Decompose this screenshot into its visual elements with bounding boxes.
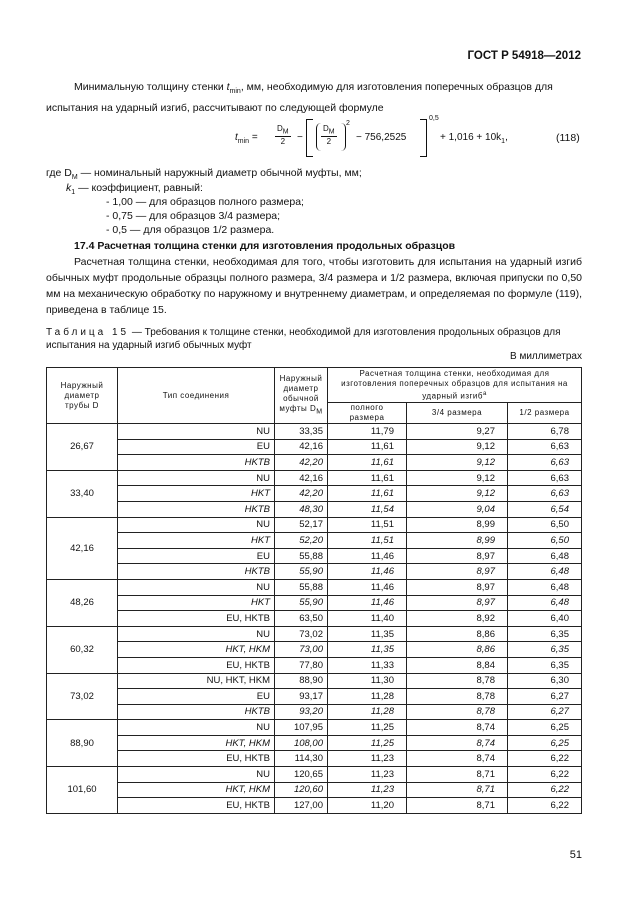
cell-coupling-diameter: 33,35 (275, 424, 328, 440)
cell-half-size: 6,25 (508, 735, 582, 751)
table-caption: Таблица 15 — Требования к толщине стенки, необходимой для изготовления продольных образцов для испытания на ударный изгиб обычных муфт (46, 327, 561, 351)
cell-three-quarter: 8,97 (407, 595, 508, 611)
cell-full-size: 11,46 (328, 548, 407, 564)
cell-connection-type: HKTB (118, 704, 275, 720)
cell-coupling-diameter: 73,02 (275, 626, 328, 642)
cell-half-size: 6,63 (508, 470, 582, 486)
cell-full-size: 11,61 (328, 439, 407, 455)
cell-three-quarter: 9,12 (407, 439, 508, 455)
cell-three-quarter: 8,86 (407, 626, 508, 642)
cell-full-size: 11,23 (328, 782, 407, 798)
cell-connection-type: EU, HKTB (118, 798, 275, 814)
cell-half-size: 6,50 (508, 533, 582, 549)
cell-coupling-diameter: 55,88 (275, 579, 328, 595)
cell-connection-type: HKT (118, 486, 275, 502)
page-number: 51 (569, 849, 582, 861)
cell-full-size: 11,25 (328, 735, 407, 751)
cell-full-size: 11,40 (328, 611, 407, 627)
cell-three-quarter: 8,92 (407, 611, 508, 627)
cell-connection-type: NU (118, 517, 275, 533)
cell-coupling-diameter: 77,80 (275, 657, 328, 673)
right-bracket (420, 119, 427, 157)
th-full-size: полного размера (328, 403, 407, 424)
cell-coupling-diameter: 93,20 (275, 704, 328, 720)
table-row (47, 767, 582, 783)
cell-three-quarter: 8,78 (407, 704, 508, 720)
cell-outer-diameter: 88,90 (47, 720, 118, 767)
cell-connection-type: NU (118, 470, 275, 486)
cell-three-quarter: 9,12 (407, 486, 508, 502)
cell-connection-type: HKT, HKM (118, 642, 275, 658)
document-header: ГОСТ Р 54918—2012 (467, 50, 581, 62)
cell-three-quarter: 8,74 (407, 751, 508, 767)
table-row (47, 704, 582, 720)
table-row (47, 751, 582, 767)
cell-connection-type: EU, HKTB (118, 611, 275, 627)
section-title: 17.4 Расчетная толщина стенки для изготовления продольных образцов (74, 240, 456, 252)
cell-three-quarter: 9,27 (407, 424, 508, 440)
cell-half-size: 6,22 (508, 767, 582, 783)
cell-three-quarter: 8,74 (407, 735, 508, 751)
cell-outer-diameter: 26,67 (47, 424, 118, 471)
cell-half-size: 6,35 (508, 657, 582, 673)
cell-full-size: 11,28 (328, 689, 407, 705)
cell-connection-type: HKT (118, 595, 275, 611)
cell-coupling-diameter: 52,17 (275, 517, 328, 533)
cell-full-size: 11,61 (328, 470, 407, 486)
cell-full-size: 11,23 (328, 751, 407, 767)
cell-three-quarter: 8,74 (407, 720, 508, 736)
cell-full-size: 11,51 (328, 533, 407, 549)
cell-connection-type: HKTB (118, 564, 275, 580)
cell-outer-diameter: 73,02 (47, 673, 118, 720)
table-row (47, 689, 582, 705)
cell-full-size: 11,79 (328, 424, 407, 440)
cell-half-size: 6,63 (508, 455, 582, 471)
cell-coupling-diameter: 42,20 (275, 455, 328, 471)
table-row (47, 424, 582, 440)
cell-outer-diameter: 60,32 (47, 626, 118, 673)
cell-half-size: 6,48 (508, 579, 582, 595)
cell-full-size: 11,46 (328, 579, 407, 595)
table-row (47, 501, 582, 517)
cell-connection-type: HKTB (118, 501, 275, 517)
table-row (47, 798, 582, 814)
table-row (47, 595, 582, 611)
cell-coupling-diameter: 48,30 (275, 501, 328, 517)
cell-coupling-diameter: 120,60 (275, 782, 328, 798)
cell-half-size: 6,35 (508, 642, 582, 658)
where-item-1: - 1,00 — для образцов полного размера; (106, 196, 304, 208)
cell-full-size: 11,61 (328, 486, 407, 502)
cell-coupling-diameter: 93,17 (275, 689, 328, 705)
cell-full-size: 11,23 (328, 767, 407, 783)
cell-half-size: 6,27 (508, 689, 582, 705)
th-three-quarter: 3/4 размера (407, 403, 508, 424)
cell-outer-diameter: 42,16 (47, 517, 118, 579)
where-item-2: - 0,75 — для образцов 3/4 размера; (106, 210, 281, 222)
formula-fraction-2: $\frac{D_M}{2}$ (323, 124, 335, 146)
table-row (47, 579, 582, 595)
cell-three-quarter: 9,12 (407, 470, 508, 486)
th-calc-thickness: Расчетная толщина стенки, необходимая для изготовления поперечных образцов для испытания на ударный изгиб$^a$ (328, 368, 582, 403)
cell-half-size: 6,63 (508, 439, 582, 455)
cell-half-size: 6,50 (508, 517, 582, 533)
cell-half-size: 6,78 (508, 424, 582, 440)
cell-connection-type: NU (118, 579, 275, 595)
cell-coupling-diameter: 88,90 (275, 673, 328, 689)
cell-connection-type: NU (118, 424, 275, 440)
cell-connection-type: EU (118, 689, 275, 705)
cell-full-size: 11,25 (328, 720, 407, 736)
cell-three-quarter: 9,04 (407, 501, 508, 517)
section-body: Расчетная толщина стенки, необходимая для того, чтобы изготовить для испытания на ударный изгиб обычных муфт продольные образцы полного размера, 3/4 размера и 1/2 размера, включая припуски по 0,50 мм на механическую обработку по наружному и внутреннему диаметрам, и определяемая по формуле (119), приведена в таблице 15. (46, 256, 582, 316)
cell-coupling-diameter: 42,20 (275, 486, 328, 502)
cell-connection-type: HKT (118, 533, 275, 549)
cell-coupling-diameter: 55,88 (275, 548, 328, 564)
cell-half-size: 6,54 (508, 501, 582, 517)
cell-full-size: 11,61 (328, 455, 407, 471)
table-row (47, 657, 582, 673)
cell-connection-type: HKT, HKM (118, 782, 275, 798)
cell-half-size: 6,27 (508, 704, 582, 720)
table-row (47, 720, 582, 736)
cell-full-size: 11,46 (328, 564, 407, 580)
cell-coupling-diameter: 114,30 (275, 751, 328, 767)
table-row (47, 517, 582, 533)
cell-outer-diameter: 101,60 (47, 767, 118, 814)
cell-coupling-diameter: 73,00 (275, 642, 328, 658)
cell-half-size: 6,30 (508, 673, 582, 689)
cell-outer-diameter: 33,40 (47, 470, 118, 517)
cell-coupling-diameter: 55,90 (275, 595, 328, 611)
cell-connection-type: EU (118, 548, 275, 564)
table-row (47, 626, 582, 642)
cell-coupling-diameter: 108,00 (275, 735, 328, 751)
th-outer-diameter: Наружный диаметр трубы D (47, 368, 118, 424)
cell-three-quarter: 8,84 (407, 657, 508, 673)
cell-full-size: 11,35 (328, 642, 407, 658)
cell-full-size: 11,46 (328, 595, 407, 611)
cell-coupling-diameter: 42,16 (275, 470, 328, 486)
formula-fraction-1: $\frac{D_M}{2}$ (277, 124, 289, 146)
formula-number: (118) (556, 132, 580, 144)
cell-half-size: 6,40 (508, 611, 582, 627)
cell-coupling-diameter: 55,90 (275, 564, 328, 580)
where-line-1: где $D_M$ — номинальный наружный диаметр обычной муфты, мм; (46, 167, 362, 182)
where-line-2: $k_1$ — коэффициент, равный: (66, 182, 203, 197)
th-half-size: 1/2 размера (508, 403, 582, 424)
cell-half-size: 6,48 (508, 564, 582, 580)
cell-half-size: 6,22 (508, 751, 582, 767)
cell-connection-type: NU (118, 720, 275, 736)
cell-full-size: 11,33 (328, 657, 407, 673)
table-row (47, 533, 582, 549)
cell-half-size: 6,22 (508, 782, 582, 798)
cell-connection-type: NU (118, 767, 275, 783)
cell-three-quarter: 8,97 (407, 548, 508, 564)
table-row (47, 564, 582, 580)
cell-three-quarter: 8,78 (407, 689, 508, 705)
cell-half-size: 6,48 (508, 595, 582, 611)
cell-full-size: 11,51 (328, 517, 407, 533)
cell-connection-type: EU, HKTB (118, 657, 275, 673)
cell-connection-type: EU (118, 439, 275, 455)
cell-outer-diameter: 48,26 (47, 579, 118, 626)
cell-connection-type: NU, HKT, HKM (118, 673, 275, 689)
table-units: В миллиметрах (510, 351, 582, 362)
cell-three-quarter: 8,97 (407, 579, 508, 595)
table-row (47, 486, 582, 502)
cell-three-quarter: 8,71 (407, 767, 508, 783)
table-row (47, 470, 582, 486)
cell-coupling-diameter: 120,65 (275, 767, 328, 783)
table-row (47, 455, 582, 471)
left-bracket (306, 119, 313, 157)
cell-three-quarter: 8,71 (407, 798, 508, 814)
cell-three-quarter: 8,78 (407, 673, 508, 689)
table-row (47, 642, 582, 658)
cell-three-quarter: 8,71 (407, 782, 508, 798)
cell-three-quarter: 8,86 (407, 642, 508, 658)
cell-full-size: 11,54 (328, 501, 407, 517)
cell-three-quarter: 8,99 (407, 517, 508, 533)
cell-connection-type: HKTB (118, 455, 275, 471)
th-connection-type: Тип соединения (118, 368, 275, 424)
cell-three-quarter: 9,12 (407, 455, 508, 471)
cell-half-size: 6,22 (508, 798, 582, 814)
cell-full-size: 11,20 (328, 798, 407, 814)
table-row (47, 782, 582, 798)
cell-coupling-diameter: 107,95 (275, 720, 328, 736)
th-coupling-diameter: Наружный диаметр обычной муфты $D_M$ (275, 368, 328, 424)
cell-half-size: 6,35 (508, 626, 582, 642)
cell-half-size: 6,63 (508, 486, 582, 502)
cell-full-size: 11,30 (328, 673, 407, 689)
cell-three-quarter: 8,97 (407, 564, 508, 580)
cell-three-quarter: 8,99 (407, 533, 508, 549)
table-row (47, 735, 582, 751)
cell-half-size: 6,25 (508, 720, 582, 736)
table-row (47, 611, 582, 627)
intro-paragraph: Минимальную толщину стенки $t_{min}$, мм, необходимую для изготовления поперечных образцов для испытания на ударный изгиб, рассчитывают по следующей формуле (46, 81, 553, 115)
cell-connection-type: EU, HKTB (118, 751, 275, 767)
cell-connection-type: HKT, HKM (118, 735, 275, 751)
table-row (47, 439, 582, 455)
cell-coupling-diameter: 52,20 (275, 533, 328, 549)
table-row (47, 673, 582, 689)
cell-full-size: 11,28 (328, 704, 407, 720)
cell-coupling-diameter: 42,16 (275, 439, 328, 455)
cell-coupling-diameter: 63,50 (275, 611, 328, 627)
where-item-3: - 0,5 — для образцов 1/2 размера. (106, 224, 275, 236)
table-15 (46, 367, 582, 814)
formula-118: $t_{min}$ = $\frac{D_M}{2}$ − $\frac{D_M}{2}$ 2 − 756,2525 0,5 + $1,016 + 10k_1$, (200, 118, 500, 168)
cell-coupling-diameter: 127,00 (275, 798, 328, 814)
cell-full-size: 11,35 (328, 626, 407, 642)
cell-connection-type: NU (118, 626, 275, 642)
table-row (47, 548, 582, 564)
cell-half-size: 6,48 (508, 548, 582, 564)
